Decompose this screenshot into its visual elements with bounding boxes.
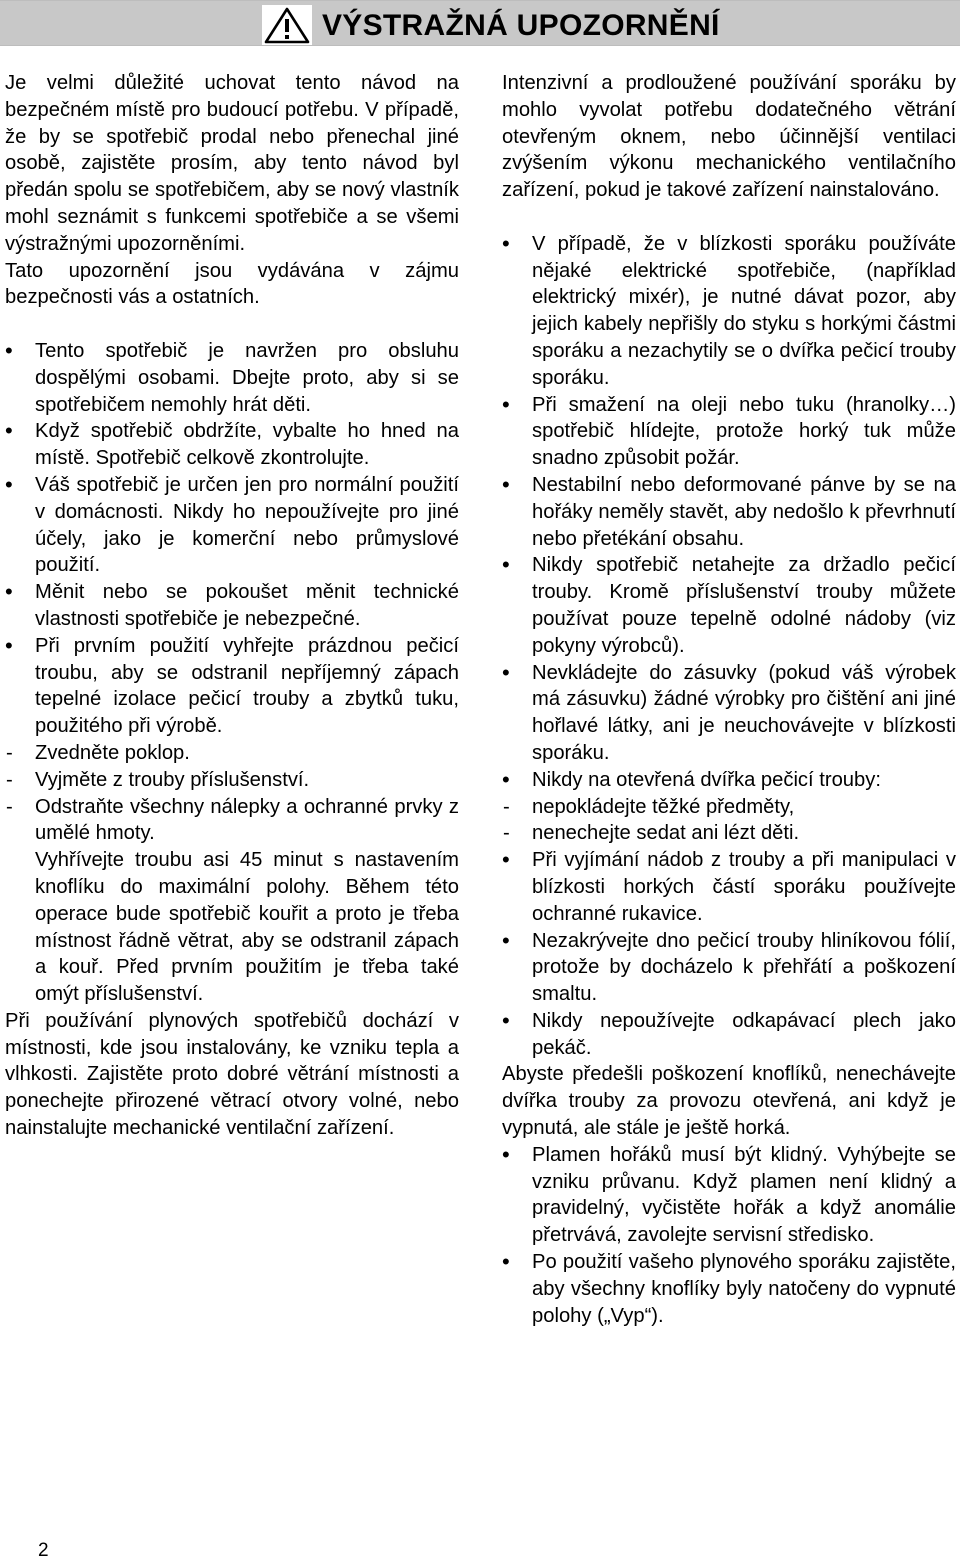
list-item: • Nevkládejte do zásuvky (pokud váš výrobek má zásuvku) žádné výrobky pro čištění ani jiné hořlavé látky, ani je neuchovávejte v blízkosti sporáku. <box>502 660 956 767</box>
list-item: • Plamen hořáků musí být klidný. Vyhýbejte se vzniku průvanu. Když plamen není klidný a pravidelný, vyčistěte hořák a když anomálie přetrvává, zavolejte servisní středisko. <box>502 1142 956 1249</box>
list-item: • Nikdy spotřebič netahejte za držadlo pečicí trouby. Kromě příslušenství trouby můžete používat pouze tepelně odolné nádoby (viz pokyny výrobců). <box>502 552 956 659</box>
bullet-list <box>5 338 459 740</box>
list-item: • Když spotřebič obdržíte, vybalte ho hned na místě. Spotřebič celkově zkontrolujte. <box>5 418 459 472</box>
intro-paragraph: Je velmi důležité uchovat tento návod na bezpečném místě pro budoucí potřebu. V případě, že by se spotřebič prodal nebo přenechal jiné osobě, zajistěte prosím, aby tento návod byl předán spolu se spotřebičem, aby se nový vlastník mohl seznámit s funkcemi spotřebiče a se všemi výstražnými upozorněními. <box>5 72 459 255</box>
list-item: • Při smažení na oleji nebo tuku (hranolky…) spotřebič hlídejte, protože horký tuk může snadno způsobit požár. <box>502 392 956 472</box>
left-column <box>5 70 459 1142</box>
gas-paragraph: Při používání plynových spotřebičů dochází v místnosti, kde jsou instalovány, ke vzniku tepla a vlhkosti. Zajistěte proto dobré větrání místnosti a ponechejte přirozené větrací otvory volné, nebo nainstalujte mechanické ventilační zařízení. <box>5 1009 459 1140</box>
list-item: - Zvedněte poklop. <box>5 740 459 767</box>
list-item: • Při vyjímání nádob z trouby a při manipulaci v blízkosti horkých částí sporáku používejte ochranné rukavice. <box>502 847 956 927</box>
list-item: • Nikdy na otevřená dvířka pečicí trouby: <box>502 767 956 794</box>
safety-paragraph: Tato upozornění jsou vydávána v zájmu bezpečnosti vás a ostatních. <box>5 259 459 309</box>
list-item: • Nezakrývejte dno pečicí trouby hliníkovou fólií, protože by docházelo k přehřátí a poškození smaltu. <box>502 928 956 1008</box>
list-item: - nenechejte sedat ani lézt děti. <box>502 820 956 847</box>
dash-list <box>5 740 459 847</box>
list-item: • Nikdy nepoužívejte odkapávací plech jako pekáč. <box>502 1008 956 1062</box>
ventilation-paragraph: Intenzivní a prodloužené používání sporáku by mohlo vyvolat potřebu dodatečného větrání otevřeným oknem, nebo účinnější ventilaci zvýšením výkonu mechanického ventilačního zařízení, pokud je takové zařízení nainstalováno. <box>502 72 956 202</box>
list-item: • Nestabilní nebo deformované pánve by se na hořáky neměly stavět, aby nedošlo k převrhnutí nebo přetékání obsahu. <box>502 472 956 552</box>
warning-triangle-icon <box>262 5 312 45</box>
list-item: • V případě, že v blízkosti sporáku používáte nějaké elektrické spotřebiče, (například elektrický mixér), je nutné dávat pozor, aby jejich kabely nepřišly do styku s horkými částmi sporáku a nezachytily se o dvířka pečicí trouby sporáku. <box>502 231 956 392</box>
header-bar <box>0 0 960 46</box>
bullet-list <box>502 231 956 794</box>
preheat-paragraph: Vyhřívejte troubu asi 45 minut s nastavením knoflíku do maximální polohy. Během této operace bude spotřebič kouřit a proto je třeba místnost řádně větrat, aby se odstranil zápach a kouř. Před prvním použitím je třeba také omýt příslušenství. <box>35 849 459 1006</box>
list-item: - nepokládejte těžké předměty, <box>502 794 956 821</box>
list-item: • Tento spotřebič je navržen pro obsluhu dospělými osobami. Dbejte proto, aby si se spotřebičem nemohly hrát děti. <box>5 338 459 418</box>
list-item: - Odstraňte všechny nálepky a ochranné prvky z umělé hmoty. <box>5 794 459 848</box>
list-item: - Vyjměte z trouby příslušenství. <box>5 767 459 794</box>
page-title: VÝSTRAŽNÁ UPOZORNĚNÍ <box>322 9 720 42</box>
page-number: 2 <box>38 1540 49 1561</box>
list-item: • Při prvním použití vyhřejte prázdnou pečicí troubu, aby se odstranil nepříjemný zápach tepelné izolace pečicí trouby a zbytků tuku, použitého při výrobě. <box>5 633 459 740</box>
list-item: • Měnit nebo se pokoušet měnit technické vlastnosti spotřebiče je nebezpečné. <box>5 579 459 633</box>
list-item: • Po použití vašeho plynového sporáku zajistěte, aby všechny knoflíky byly natočeny do vypnuté polohy („Vyp“). <box>502 1249 956 1329</box>
bullet-list <box>502 847 956 1061</box>
bullet-list <box>502 1142 956 1330</box>
right-column <box>502 70 956 1329</box>
list-item: • Váš spotřebič je určen jen pro normální použití v domácnosti. Nikdy ho nepoužívejte pro jiné účely, jako je komerční nebo průmyslové použití. <box>5 472 459 579</box>
knobs-paragraph: Abyste předešli poškození knoflíků, nenechávejte dvířka trouby za provozu otevřená, ani když je vypnutá, ale stále je ještě horká. <box>502 1063 956 1140</box>
dash-list <box>502 794 956 848</box>
